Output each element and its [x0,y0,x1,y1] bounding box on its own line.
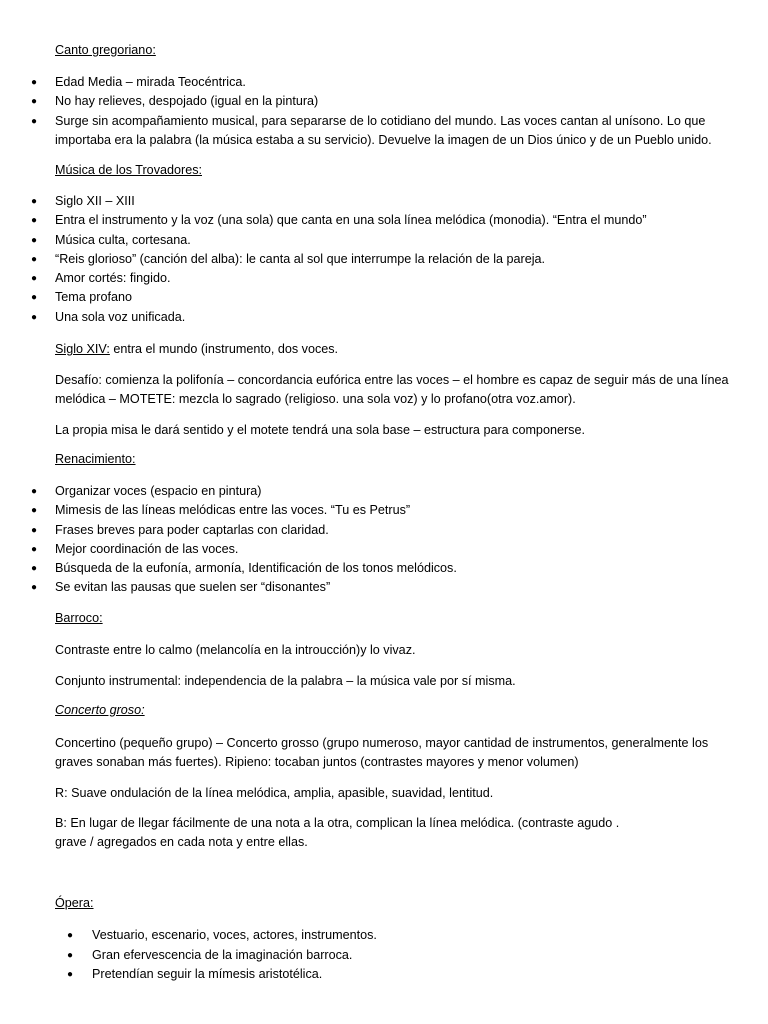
siglo-xiv-label: Siglo XIV: [55,342,110,356]
heading-barroco: Barroco: [55,611,103,625]
barroco-concertino: Concertino (pequeño grupo) – Concerto grosso (grupo numeroso, mayor cantidad de instrumentos, generalmente los graves sonaban más fuertes). Ripieno: tocaban juntos (contrastes mayores y menor volumen) [55,736,709,769]
list-item: ● Entra el instrumento y la voz (una sola) que canta en una sola línea melódica (monodia). “Entra el mundo” [0,211,760,230]
barroco-b-line-1: B: En lugar de llegar fácilmente de una nota a la otra, complican la línea melódica. (contraste agudo . [55,816,620,830]
bullet-icon: ● [67,949,74,961]
list-item: ● Mejor coordinación de las voces. [0,540,760,559]
list-item: ● Música culta, cortesana. [0,231,760,250]
bullet-icon: ● [31,292,38,304]
list-item: ● No hay relieves, despojado (igual en la pintura) [0,92,760,111]
bullet-icon: ● [31,505,38,517]
bullet-icon: ● [31,253,38,265]
list-item: ● Búsqueda de la eufonía, armonía, Identificación de los tonos melódicos. [0,559,760,578]
bullet-icon: ● [31,234,38,246]
bullet-icon: ● [31,524,38,536]
bullet-icon: ● [31,215,38,227]
barroco-b-line-2: grave / agregados en cada nota y entre ellas. [55,835,308,849]
siglo-xiv-paragraph [55,340,745,359]
list-item: ● Frases breves para poder captarlas con claridad. [0,521,760,540]
list-opera [0,926,760,985]
bullet-icon: ● [67,969,74,980]
list-item: ● Edad Media – mirada Teocéntrica. [0,73,760,92]
heading-opera: Ópera: [55,896,94,910]
list-item: ● Organizar voces (espacio en pintura) [0,482,760,501]
bullet-icon: ● [31,563,38,575]
desafio-paragraph: Desafío: comienza la polifonía – concordancia eufórica entre las voces – el hombre es capaz de seguir más de una línea melódica – MOTETE: mezcla lo sagrado (religioso. una sola voz) y lo profano(otra voz.amor). [55,373,729,406]
bullet-icon: ● [31,115,38,127]
barroco-conjunto: Conjunto instrumental: independencia de la palabra – la música vale por sí misma. [55,674,516,688]
bullet-icon: ● [31,582,38,594]
barroco-r: R: Suave ondulación de la línea melódica, amplia, apasible, suavidad, lentitud. [55,786,494,800]
bullet-icon: ● [67,930,74,941]
misa-paragraph: La propia misa le dará sentido y el motete tendrá una sola base – estructura para componerse. [55,423,585,437]
list-item: ● Una sola voz unificada. [0,308,760,327]
list-item: ● Surge sin acompañamiento musical, para separarse de lo cotidiano del mundo. Las voces cantan al unísono. Lo que importaba era la palabra (la música estaba a su servicio). Devuelve la imagen de un Dios único y de un Pueblo unido. [31,113,712,147]
list-item: ● Siglo XII – XIII [0,192,760,211]
list-item: ● Se evitan las pausas que suelen ser “disonantes” [0,578,760,597]
bullet-icon: ● [31,543,38,555]
barroco-contraste: Contraste entre lo calmo (melancolía en la introucción)y lo vivaz. [55,643,416,657]
bullet-icon: ● [31,486,38,497]
bullet-icon: ● [31,273,38,285]
list-trovadores [0,192,760,327]
heading-canto-gregoriano: Canto gregoriano: [55,43,156,57]
list-item: ● Amor cortés: fingido. [0,269,760,288]
heading-trovadores: Música de los Trovadores: [55,163,202,177]
bullet-icon: ● [31,96,38,108]
list-item: ● Mimesis de las líneas melódicas entre las voces. “Tu es Petrus” [0,501,760,520]
list-item: ● “Reis glorioso” (canción del alba): le canta al sol que interrumpe la relación de la pareja. [0,250,760,269]
list-canto-gregoriano [0,73,760,150]
list-item: ● Tema profano [0,288,760,307]
heading-concerto-groso: Concerto groso: [55,703,145,717]
siglo-xiv-text: entra el mundo (instrumento, dos voces. [109,342,339,356]
heading-renacimiento: Renacimiento: [55,452,136,466]
list-renacimiento [0,482,760,598]
bullet-icon: ● [31,77,38,88]
list-item: ● Gran efervescencia de la imaginación barroca. [0,946,760,966]
bullet-icon: ● [31,196,38,207]
list-item: ● Pretendían seguir la mímesis aristotélica. [0,965,760,985]
barroco-b [55,814,745,852]
list-item: ● Vestuario, escenario, voces, actores, instrumentos. [0,926,760,946]
bullet-icon: ● [31,311,38,323]
